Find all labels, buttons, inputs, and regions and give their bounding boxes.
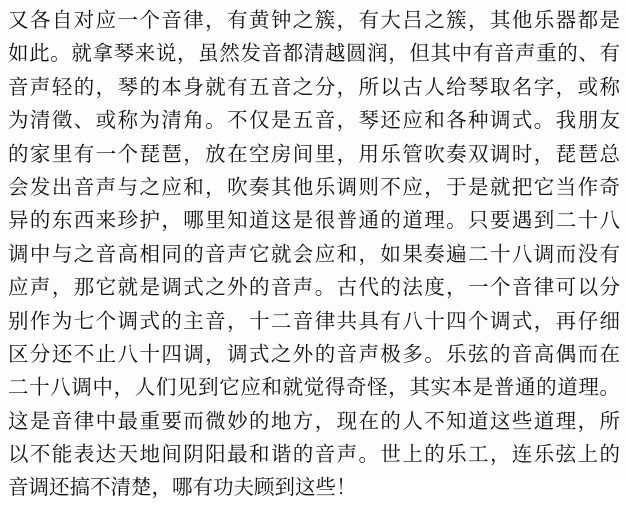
text-line: 应声，那它就是调式之外的音声。古代的法度，一个音律可以分 xyxy=(8,275,620,300)
text-line: 音声轻的，琴的本身就有五音之分，所以古人给琴取名字，或称 xyxy=(8,74,620,99)
text-line: 如此。就拿琴来说，虽然发音都清越圆润，但其中有音声重的、有 xyxy=(8,41,620,66)
text-line: 异的东西来珍护，哪里知道这是很普通的道理。只要遇到二十八 xyxy=(8,208,620,233)
text-line: 为清徵、或称为清角。不仅是五音，琴还应和各种调式。我朋友 xyxy=(8,108,620,133)
text-line-last: 音调还搞不清楚，哪有功夫顾到这些！ xyxy=(8,475,357,500)
text-line: 会发出音声与之应和，吹奏其他乐调则不应，于是就把它当作奇 xyxy=(8,174,620,199)
text-line: 区分还不止八十四调，调式之外的音声极多。乐弦的音高偶而在 xyxy=(8,341,620,366)
text-line: 又各自对应一个音律，有黄钟之簇，有大吕之簇，其他乐器都是 xyxy=(8,8,620,32)
text-line: 以不能表达天地间阴阳最和谐的音声。世上的乐工，连乐弦上的 xyxy=(8,442,620,467)
text-line: 这是音律中最重要而微妙的地方，现在的人不知道这些道理，所 xyxy=(8,408,620,433)
text-line: 的家里有一个琵琶，放在空房间里，用乐管吹奏双调时，琵琶总 xyxy=(8,141,620,166)
body-text xyxy=(8,4,620,505)
text-line: 二十八调中，人们见到它应和就觉得奇怪，其实本是普通的道理。 xyxy=(8,375,620,400)
text-line: 别作为七个调式的主音，十二音律共具有八十四个调式，再仔细 xyxy=(8,308,620,333)
text-line: 调中与之音高相同的音声它就会应和，如果奏遍二十八调而没有 xyxy=(8,241,620,266)
